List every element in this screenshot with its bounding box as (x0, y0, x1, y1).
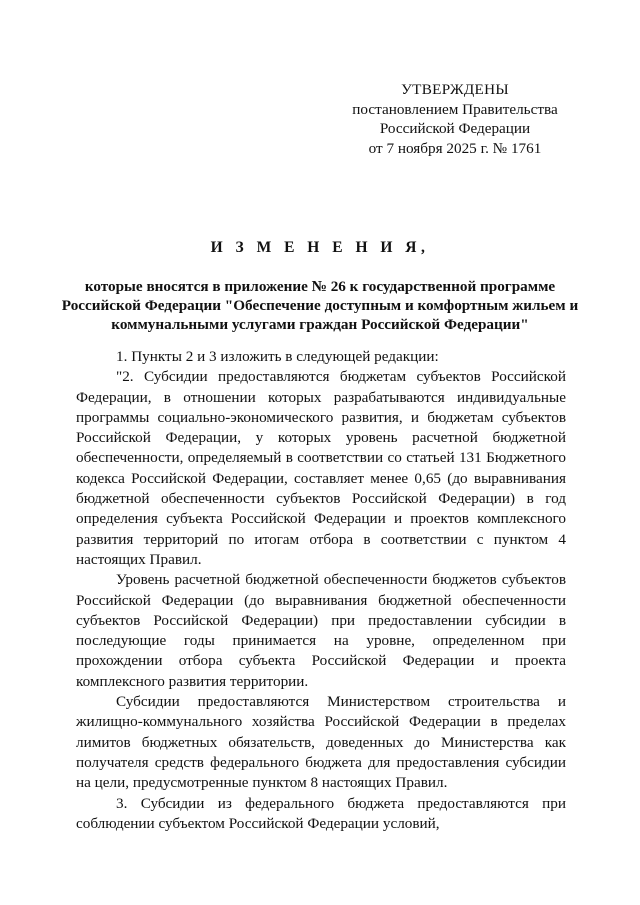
document-subtitle: которые вносятся в приложение № 26 к государственной программе Российской Федерации "Обеспечение доступным и комфортным жильем и коммунальными услугами граждан Российской Федерации" (61, 278, 579, 333)
approval-line-2: Российской Федерации (379, 120, 531, 137)
paragraph-1: 1. Пункты 2 и 3 изложить в следующей редакции: (116, 348, 439, 365)
paragraph-5: 3. Субсидии из федерального бюджета предоставляются при соблюдении субъектом Российской Федерации условий, (76, 794, 566, 832)
paragraph-3: Уровень расчетной бюджетной обеспеченности бюджетов субъектов Российской Федерации (до выравнивания бюджетной обеспеченности субъектов Российской Федерации) при предоставлении субсидии в последующие годы принимается на уровне, определенном при прохождении отбора субъекта Российской Федерации и проекта комплексного развития территории. (76, 571, 566, 690)
approval-block (330, 80, 580, 158)
paragraph-2: "2. Субсидии предоставляются бюджетам субъектов Российской Федерации, в отношении которых разрабатываются индивидуальные программы социально-экономического развития, и бюджетам субъектов Российской Федерации, у которых уровень расчетной бюджетной обеспеченности, определяемый в соответствии со статьей 131 Бюджетного кодекса Российской Федерации, составляет менее 0,65 (до выравнивания бюджетной обеспеченности субъектов Российской Федерации) в год определения субъекта Российской Федерации и проектов комплексного развития территорий по итогам отбора в соответствии с пунктом 4 настоящих Правил. (76, 368, 566, 568)
paragraph-4: Субсидии предоставляются Министерством строительства и жилищно-коммунального хозяйства Российской Федерации в пределах лимитов бюджетных обязательств, доведенных до Министерства как получателя средств федерального бюджета для предоставления субсидии на цели, предусмотренные пунктом 8 настоящих Правил. (76, 693, 566, 792)
approval-heading: УТВЕРЖДЕНЫ (401, 81, 509, 98)
approval-line-3: от 7 ноября 2025 г. № 1761 (368, 139, 542, 157)
document-body (76, 347, 566, 834)
document-title: И З М Е Н Е Н И Я, (210, 239, 430, 256)
approval-line-1: постановлением Правительства (352, 100, 558, 118)
document-title-block (60, 238, 580, 334)
